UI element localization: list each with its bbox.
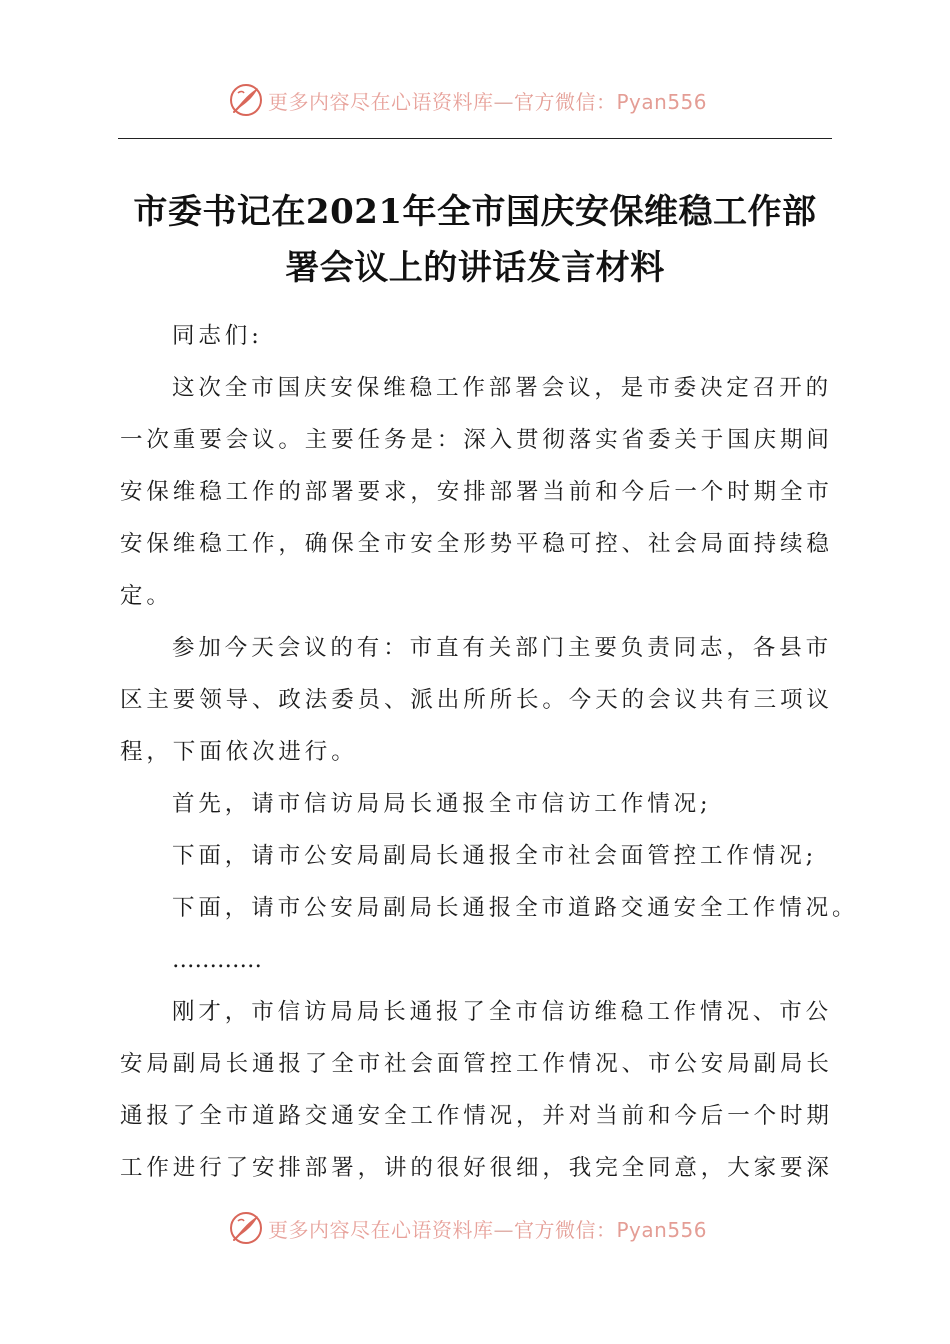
watermark-wechat-id: Pyan556 [616, 1217, 708, 1242]
salutation [120, 310, 832, 362]
watermark-banner-top [0, 80, 950, 120]
paragraph-line: 工作进行了安排部署，讲的很好很细，我完全同意，大家要深 [120, 1155, 833, 1181]
watermark-dash: — [493, 89, 514, 114]
watermark-wechat-id: Pyan556 [616, 89, 708, 114]
agenda-item-3: 下面，请市公安局副局长通报全市道路交通安全工作情况。 [172, 895, 859, 921]
watermark-wechat-label: 官方微信： [514, 1217, 617, 1242]
paragraph-line: 这次全市国庆安保维稳工作部署会议，是市委决定召开的 [172, 375, 833, 401]
title-line-2: 署会议上的讲话发言材料 [285, 248, 665, 288]
quill-logo-icon [228, 82, 264, 118]
document-title [118, 184, 832, 296]
header-divider [118, 138, 832, 139]
paragraph-line: 安局副局长通报了全市社会面管控工作情况、市公安局副局长 [120, 1051, 833, 1077]
watermark-text [268, 1214, 707, 1243]
paragraph-line: 一次重要会议。主要任务是：深入贯彻落实省委关于国庆期间 [120, 427, 833, 453]
agenda-list [120, 778, 859, 986]
watermark-site-text: 更多内容尽在心语资料库 [268, 89, 494, 114]
title-line-1: 市委书记在2021年全市国庆安保维稳工作部 [133, 192, 817, 232]
paragraph-line: 安保维稳工作的部署要求，安排部署当前和今后一个时期全市 [120, 479, 833, 505]
agenda-item-1: 首先，请市信访局局长通报全市信访工作情况; [172, 791, 712, 817]
paragraph-line: 通报了全市道路交通安全工作情况，并对当前和今后一个时期 [120, 1103, 833, 1129]
paragraph-2 [120, 622, 832, 778]
watermark-banner-bottom [0, 1208, 950, 1248]
paragraph-line: 程，下面依次进行。 [120, 739, 358, 765]
paragraph-3 [120, 986, 832, 1194]
watermark-site-text: 更多内容尽在心语资料库 [268, 1217, 494, 1242]
paragraph-1 [120, 362, 832, 622]
paragraph-line: 区主要领导、政法委员、派出所所长。今天的会议共有三项议 [120, 687, 833, 713]
quill-logo-icon [228, 1210, 264, 1246]
salutation-text: 同志们: [172, 323, 263, 349]
watermark-dash: — [493, 1217, 514, 1242]
watermark-wechat-label: 官方微信： [514, 89, 617, 114]
paragraph-line: 安保维稳工作，确保全市安全形势平稳可控、社会局面持续稳 [120, 531, 833, 557]
watermark-text [268, 86, 707, 115]
paragraph-line: 参加今天会议的有：市直有关部门主要负责同志，各县市 [172, 635, 833, 661]
agenda-item-2: 下面，请市公安局副局长通报全市社会面管控工作情况; [172, 843, 818, 869]
paragraph-line: 定。 [120, 583, 173, 609]
ellipsis: ………… [172, 947, 262, 973]
paragraph-line: 刚才，市信访局局长通报了全市信访维稳工作情况、市公 [172, 999, 833, 1025]
